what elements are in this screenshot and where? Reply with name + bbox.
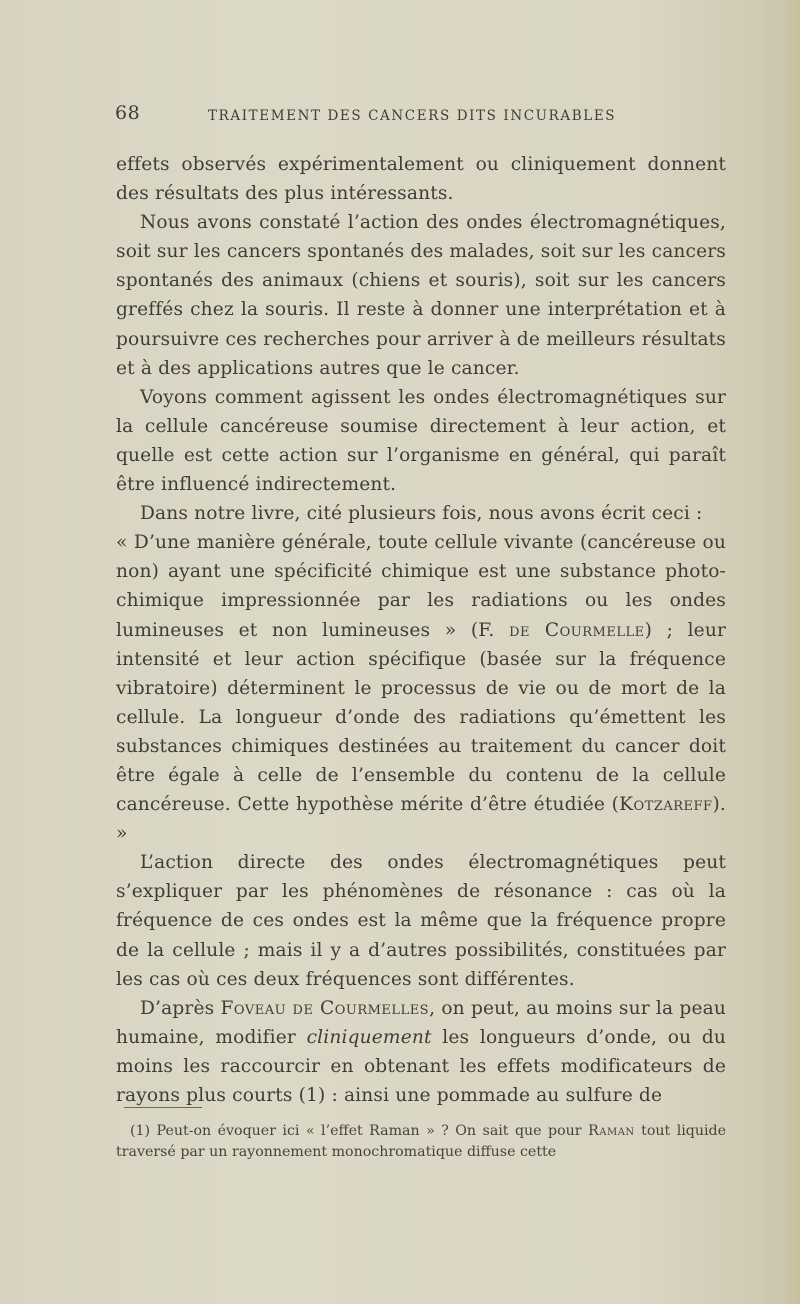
quote-part-a: « D’une manière générale, toute cellule vivante (cancéreuse ou non) ayant une spécificité chimique est une substance photo-chimique impressionnée par les radiations ou les ondes lumineuses et non lumineuses » (F. [116,532,726,641]
page-edge-shadow [786,0,800,1304]
p6-italic-word: cliniquement [306,1026,432,1048]
paragraph-3: Voyons comment agissent les ondes électromagnétiques sur la cellule cancéreuse soumise directement à leur action, et quelle est cette action sur l’organisme en général, qui paraît être influencé indirectement. [116,386,726,496]
body-text [116,150,726,1110]
page-header [0,102,800,132]
footnote-1-part-b: tout liquide traversé par un rayonnement monochromatique diffuse cette [116,1123,727,1160]
footnote-rule [124,1107,202,1108]
footnote-1 [116,1121,726,1163]
paragraph-4-quote [116,528,726,848]
paragraph-4-intro: Dans notre livre, cité plusieurs fois, nous avons écrit ceci : [140,503,703,525]
page-number: 68 [115,102,141,124]
quote-part-b: ) ; leur intensité et leur action spécifique (basée sur la fréquence vibratoire) déterminent le processus de vie ou de mort de la cellule. La longueur d’onde des radiations qu’émettent les substances chimiques destinées au traitement du cancer doit être égale à celle de l’ensemble du contenu de la cellule cancéreuse. Cette hypothèse mérite d’être étudiée ( [116,619,726,816]
author-name-foveau: Foveau de Courmelles [220,997,430,1019]
running-title: TRAITEMENT DES CANCERS DITS INCURABLES [208,108,617,124]
paragraph-5: L’action directe des ondes électromagnétiques peut s’expliquer par les phénomènes de résonance : cas où la fréquence de ces ondes est la même que la fréquence propre de la cellule ; mais il y a d’autres possibilités, constituées par les cas où ces deux fréquences sont différentes. [116,852,726,990]
paragraph-6 [116,994,726,1110]
author-name-raman: Raman [588,1123,635,1139]
p6-part-c: les longueurs d’onde, ou du moins les raccourcir en obtenant les effets modificateurs de rayons plus courts (1) : ainsi une pommade au sulfure de [116,1026,727,1106]
p6-part-b: , on peut, au moins sur la peau humaine, modifier [116,997,727,1048]
p6-part-a: D’après [140,997,215,1019]
footnotes [116,1121,726,1163]
paragraph-2: Nous avons constaté l’action des ondes électromagnétiques, soit sur les cancers spontanés des malades, soit sur les cancers spontanés des animaux (chiens et souris), soit sur les cancers greffés chez la souris. Il reste à donner une interprétation et à poursuivre ces recherches pour arriver à de meilleurs résultats et à des applications autres que le cancer. [116,212,726,379]
quote-part-c: ). » [116,794,726,845]
author-name-kotzareff: Kotzareff [619,794,713,816]
footnote-1-part-a: (1) Peut-on évoquer ici « l’effet Raman » ? On sait que pour [130,1123,582,1139]
author-name-courmelle: de Courmelle [509,619,645,641]
paragraph-1: effets observés expérimentalement ou cliniquement donnent des résultats des plus intéressants. [116,154,726,205]
